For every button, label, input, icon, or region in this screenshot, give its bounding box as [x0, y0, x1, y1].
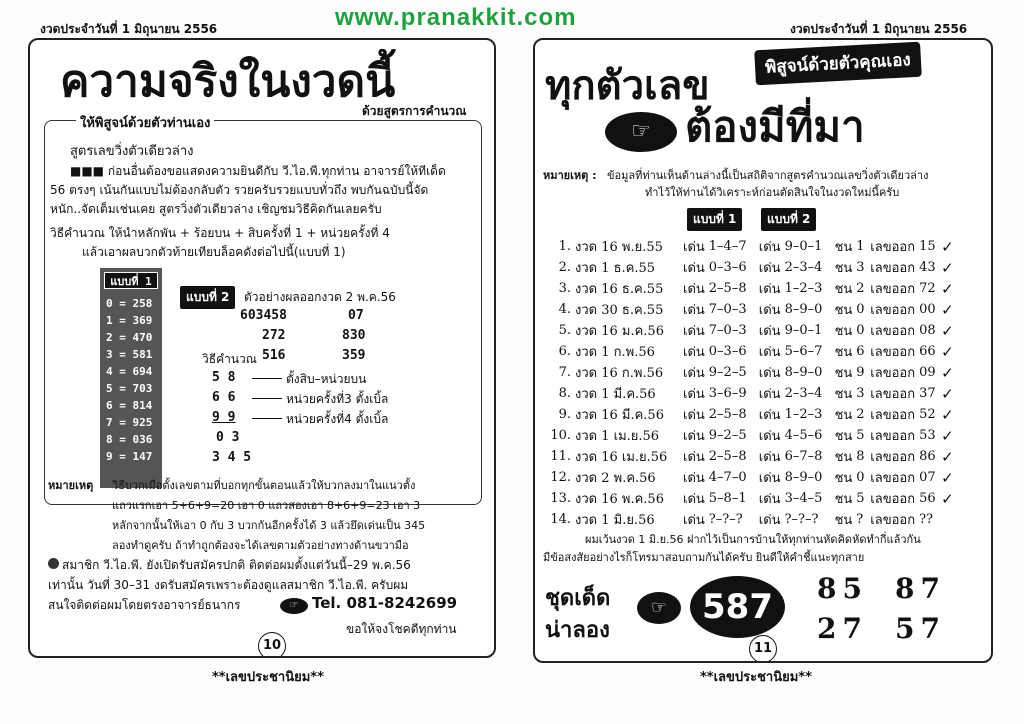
row-show-word: เด่น: [758, 429, 781, 444]
row-set-2: 3–4–5: [784, 491, 823, 506]
row-show-word: เด่น: [758, 387, 781, 402]
row-win-word: ชน: [834, 450, 853, 465]
example-value: 272: [262, 328, 286, 343]
row-show-word: เด่น: [758, 282, 781, 297]
row-draw-date: งวด 2 พ.ค.56: [575, 471, 656, 486]
row-draw-date: งวด 16 มี.ค.56: [575, 408, 664, 423]
row-set-1: 4–7–0: [708, 470, 747, 485]
table-row: [549, 341, 958, 362]
row-set-1: 1–4–7: [708, 239, 747, 254]
row-out-word: เลขออก: [870, 387, 916, 402]
row-win-word: ชน: [834, 492, 853, 507]
right-page: [533, 38, 993, 663]
row-show-word: เด่น: [683, 261, 705, 276]
row-win-word: ชน: [834, 324, 853, 339]
table-row: [549, 404, 958, 425]
bottom-line: ผมเว้นงวด 1 มิ.ย.56 ฝากไว้เป็นการบ้านให้ทุกท่านหัดคิดหัดทำกี่แล้วกัน: [585, 533, 921, 546]
left-page-subtitle: ด้วยสูตรการคำนวณ: [362, 104, 467, 118]
row-set-2: 9–0–1: [784, 323, 823, 338]
lucky-pair: 57: [895, 612, 946, 645]
row-win-word: ชน: [834, 240, 853, 255]
row-show-word: เด่น: [758, 324, 781, 339]
row-show-word: เด่น: [683, 408, 705, 423]
row-set-2: 5–6–7: [784, 344, 823, 359]
row-win-word: ชน: [834, 471, 853, 486]
row-show-word: เด่น: [683, 387, 705, 402]
stats-table: [549, 236, 958, 530]
row-number: 9.: [558, 407, 571, 422]
calc-note: หน่วยครั้งที่4 ตั้งเบิ้ล: [286, 412, 389, 426]
row-set-2: 8–9–0: [784, 470, 823, 485]
row-show-word: เด่น: [683, 492, 705, 507]
row-out-number: 66: [919, 344, 936, 359]
member-line: สมาชิก วี.ไอ.พี. ยังเปิดรับสมัครปกติ ติดต่อผมตั้งแต่วันนี้–29 พ.ค.56: [62, 558, 411, 572]
example-value: 07: [348, 308, 364, 323]
row-set-1: 7–0–3: [708, 302, 747, 317]
row-win-word: ชน: [834, 429, 853, 444]
row-draw-date: งวด 1 เม.ย.56: [575, 429, 660, 444]
table-row: [549, 236, 958, 257]
row-draw-date: งวด 16 เม.ย.56: [575, 450, 668, 465]
row-win-word: ชน: [834, 366, 853, 381]
note-line: หลักจากนั้นให้เอา 0 กับ 3 บวกกันอีกครั้งได้ 3 แล้วยึดเด่นเป็น 345: [112, 519, 426, 532]
calc-line: 9 9: [212, 410, 236, 425]
intro-line: 56 ตรงๆ เน้นกันแบบไม่ต้องกลับตัว รวยครับรวยแบบทั่วถึง พบกันฉบับนี้จัด: [50, 183, 429, 197]
left-footer: **เลขประชานิยม**: [212, 670, 324, 685]
row-draw-date: งวด 30 ธ.ค.55: [575, 303, 664, 318]
bottom-line: มีข้อสงสัยอย่างไรก็โทรมาสอบถามกันได้ครับ ยินดีให้คำชี้แนะทุกสาย: [543, 551, 865, 564]
table-row: [549, 257, 958, 278]
row-draw-date: งวด 1 มิ.ย.56: [575, 513, 655, 528]
row-set-1: 5–8–1: [708, 491, 747, 506]
lucky-pair: 87: [895, 572, 946, 605]
intro-line: หนัก..จัดเต็มเช่นเคย สูตรวิ่งตัวเดียวล่าง เชิญชมวิธีคิดกันเลยครับ: [50, 202, 382, 216]
pointing-hand-icon: ☞: [280, 598, 308, 614]
note-label: หมายเหตุ: [48, 479, 94, 492]
row-check-mark: ✓: [941, 279, 954, 298]
row-check-mark: ✓: [941, 447, 954, 466]
row-check-mark: ✓: [941, 363, 954, 382]
row-show-word: เด่น: [758, 303, 781, 318]
row-set-2: ?–?–?: [784, 512, 819, 527]
row-out-number: 00: [919, 302, 936, 317]
table-row: [549, 488, 958, 509]
lock-table-row: 3 = 581: [106, 348, 153, 361]
member-line: สนใจติดต่อผมโดยตรงอาจารย์ธนากร: [48, 598, 241, 612]
row-check-mark: ✓: [941, 468, 954, 487]
table-row: [549, 278, 958, 299]
formula-name: สูตรเลขวิ่งตัวเดียวล่าง: [70, 144, 194, 159]
row-out-number: 72: [919, 281, 936, 296]
right-header-date: งวดประจำวันที่ 1 มิถุนายน 2556: [790, 22, 968, 36]
row-win-digit: 0: [856, 470, 865, 485]
row-draw-date: งวด 16 พ.ค.56: [575, 492, 664, 507]
example-value: 603458: [240, 308, 287, 323]
calc-line: 0 3: [216, 430, 240, 445]
row-show-word: เด่น: [683, 471, 705, 486]
phone-number[interactable]: Tel. 081-8242699: [312, 594, 458, 612]
row-win-word: ชน: [834, 345, 853, 360]
row-out-word: เลขออก: [870, 261, 916, 276]
arrow-line: [252, 378, 282, 379]
row-set-2: 1–2–3: [784, 281, 823, 296]
row-show-word: เด่น: [758, 408, 781, 423]
row-show-word: เด่น: [758, 450, 781, 465]
lock-table-row: 6 = 814: [106, 399, 153, 412]
pointing-hand-icon: ☞: [637, 592, 681, 624]
row-show-word: เด่น: [758, 240, 781, 255]
row-set-2: 2–3–4: [784, 386, 823, 401]
row-set-2: 9–0–1: [784, 239, 823, 254]
lock-table-row: 9 = 147: [106, 450, 153, 463]
row-out-word: เลขออก: [870, 303, 916, 318]
lock-table-row: 2 = 470: [106, 331, 153, 344]
calc-line: 5 8: [212, 370, 236, 385]
lucky-pair: 85: [817, 572, 868, 605]
example-value: 830: [342, 328, 366, 343]
lock-table-row: 8 = 036: [106, 433, 153, 446]
row-win-word: ชน: [834, 303, 853, 318]
left-page: [28, 38, 496, 658]
row-show-word: เด่น: [758, 513, 781, 528]
right-note-line: ทำไว้ให้ท่านได้วิเคราะห์ก่อนตัดสินใจในงวดใหม่นี้ครับ: [645, 186, 900, 199]
example-tag: แบบที่ 2: [180, 286, 235, 309]
example-title: ตัวอย่างผลออกงวด 2 พ.ค.56: [244, 290, 396, 304]
row-set-2: 4–5–6: [784, 428, 823, 443]
row-win-word: ชน: [834, 513, 853, 528]
row-number: 10.: [550, 428, 571, 443]
row-number: 11.: [550, 449, 571, 464]
table-row: [549, 383, 958, 404]
lock-table-row: 1 = 369: [106, 314, 153, 327]
column-tag-2: แบบที่ 2: [761, 208, 816, 231]
lucky-number-main: 587: [690, 576, 785, 638]
note-line: วิธีบวกเมื่อตั้งเลขตามที่บอกทุกขั้นตอนแล้วให้บวกลงมาในแนวตั้ง: [112, 479, 416, 492]
row-out-number: 15: [919, 239, 936, 254]
intro-line: ■■■ ก่อนอื่นต้องขอแสดงความยินดีกับ วี.ไอ.พี.ทุกท่าน อาจารย์ให้ทีเด็ด: [70, 164, 446, 178]
right-note-label: หมายเหตุ :: [543, 169, 597, 182]
row-draw-date: งวด 16 ม.ค.56: [575, 324, 664, 339]
pointing-hand-icon: ☞: [605, 112, 677, 152]
row-show-word: เด่น: [683, 450, 705, 465]
row-set-1: 0–3–6: [708, 344, 747, 359]
method-line: แล้วเอาผลบวกตัวท้ายเทียบล็อคดังต่อไปนี้(แบบที่ 1): [82, 245, 346, 259]
row-check-mark: ✓: [941, 384, 954, 403]
row-win-word: ชน: [834, 282, 853, 297]
row-win-digit: 3: [856, 386, 865, 401]
bullet-icon: [48, 558, 59, 569]
row-number: 6.: [558, 344, 571, 359]
right-title-top: ทุกตัวเลข: [545, 63, 710, 109]
row-out-word: เลขออก: [870, 513, 916, 528]
site-url[interactable]: www.pranakkit.com: [335, 4, 577, 31]
lock-table-row: 4 = 694: [106, 365, 153, 378]
row-out-number: ??: [919, 512, 934, 527]
row-out-number: 09: [919, 365, 936, 380]
row-win-digit: 9: [856, 365, 865, 380]
try-label: ชุดเด็ด: [545, 586, 611, 611]
table-row: [549, 509, 958, 530]
page-number: 10: [258, 632, 286, 658]
row-show-word: เด่น: [758, 471, 781, 486]
right-note-line: ข้อมูลที่ท่านเห็นด้านล่างนี้เป็นสถิติจากสูตรคำนวณเลขวิ่งตัวเดียวล่าง: [607, 169, 929, 182]
column-tag-1: แบบที่ 1: [687, 208, 742, 231]
row-number: 1.: [558, 239, 571, 254]
lock-table-row: 0 = 258: [106, 297, 153, 310]
row-check-mark: ✓: [941, 237, 954, 256]
row-out-word: เลขออก: [870, 471, 916, 486]
row-win-digit: 8: [856, 449, 865, 464]
row-out-number: 53: [919, 428, 936, 443]
table-row: [549, 467, 958, 488]
row-win-digit: 0: [856, 323, 865, 338]
row-number: 7.: [558, 365, 571, 380]
row-out-word: เลขออก: [870, 345, 916, 360]
calc-line: 6 6: [212, 390, 236, 405]
row-out-number: 07: [919, 470, 936, 485]
page-number: 11: [749, 635, 777, 663]
row-check-mark: ✓: [941, 258, 954, 277]
proof-banner: พิสูจน์ด้วยตัวคุณเอง: [754, 42, 921, 86]
row-draw-date: งวด 16 ก.พ.56: [575, 366, 664, 381]
row-number: 12.: [550, 470, 571, 485]
row-show-word: เด่น: [683, 366, 705, 381]
lock-table-row: 7 = 925: [106, 416, 153, 429]
row-out-word: เลขออก: [870, 408, 916, 423]
row-out-word: เลขออก: [870, 366, 916, 381]
row-show-word: เด่น: [683, 282, 705, 297]
row-number: 8.: [558, 386, 571, 401]
example-method-label: วิธีคำนวณ: [202, 352, 257, 366]
left-page-title: ความจริงในงวดนี้: [60, 56, 396, 107]
row-number: 2.: [558, 260, 571, 275]
row-draw-date: งวด 16 พ.ย.55: [575, 240, 663, 255]
row-show-word: เด่น: [758, 261, 781, 276]
row-win-word: ชน: [834, 387, 853, 402]
example-value: 359: [342, 348, 366, 363]
row-set-1: 2–5–8: [708, 449, 747, 464]
row-set-2: 1–2–3: [784, 407, 823, 422]
row-set-1: 0–3–6: [708, 260, 747, 275]
method-line: วิธีคำนวณ ให้นำหลักพัน + ร้อยบน + สิบครั้งที่ 1 + หน่วยครั้งที่ 4: [50, 226, 390, 240]
row-set-1: 9–2–5: [708, 365, 747, 380]
lock-table-1: [100, 268, 162, 488]
arrow-line: [252, 398, 282, 399]
row-win-digit: 2: [856, 407, 865, 422]
row-set-1: 9–2–5: [708, 428, 747, 443]
calc-note: ตั้งสิบ–หน่วยบน: [286, 372, 367, 386]
row-win-digit: 2: [856, 281, 865, 296]
row-set-2: 6–7–8: [784, 449, 823, 464]
row-draw-date: งวด 1 ก.พ.56: [575, 345, 655, 360]
row-show-word: เด่น: [683, 513, 705, 528]
row-out-number: 37: [919, 386, 936, 401]
try-label: น่าลอง: [545, 618, 610, 643]
row-out-word: เลขออก: [870, 324, 916, 339]
row-win-digit: ?: [856, 512, 864, 527]
table-row: [549, 446, 958, 467]
row-out-word: เลขออก: [870, 282, 916, 297]
row-check-mark: ✓: [941, 321, 954, 340]
row-draw-date: งวด 16 ธ.ค.55: [575, 282, 664, 297]
row-show-word: เด่น: [758, 345, 781, 360]
row-set-2: 8–9–0: [784, 365, 823, 380]
lock-table-row: 5 = 703: [106, 382, 153, 395]
row-win-digit: 3: [856, 260, 865, 275]
row-show-word: เด่น: [758, 366, 781, 381]
lock-table-header: แบบที่ 1: [104, 272, 158, 289]
row-set-1: ?–?–?: [708, 512, 743, 527]
row-win-digit: 0: [856, 302, 865, 317]
row-draw-date: งวด 1 มี.ค.56: [575, 387, 656, 402]
member-line: เท่านั้น วันที่ 30–31 งดรับสมัครเพราะต้องดูแลสมาชิก วี.ไอ.พี. ครับผม: [48, 578, 409, 592]
row-set-1: 2–5–8: [708, 281, 747, 296]
row-number: 13.: [550, 491, 571, 506]
row-show-word: เด่น: [683, 324, 705, 339]
row-win-digit: 6: [856, 344, 865, 359]
row-win-word: ชน: [834, 261, 853, 276]
row-out-number: 52: [919, 407, 936, 422]
row-number: 5.: [558, 323, 571, 338]
row-check-mark: [941, 509, 958, 530]
row-win-digit: 1: [856, 239, 865, 254]
row-show-word: เด่น: [683, 240, 705, 255]
box-heading: ให้พิสูจน์ด้วยตัวท่านเอง: [76, 112, 214, 133]
right-footer: **เลขประชานิยม**: [700, 670, 812, 685]
table-row: [549, 299, 958, 320]
row-check-mark: ✓: [941, 489, 954, 508]
table-row: [549, 425, 958, 446]
row-check-mark: ✓: [941, 405, 954, 424]
example-value: 516: [262, 348, 286, 363]
right-title-bottom: ต้องมีที่มา: [685, 102, 865, 151]
lucky-pair: 27: [817, 612, 868, 645]
row-out-word: เลขออก: [870, 240, 916, 255]
row-check-mark: ✓: [941, 426, 954, 445]
row-win-word: ชน: [834, 408, 853, 423]
row-out-word: เลขออก: [870, 450, 916, 465]
row-out-number: 56: [919, 491, 936, 506]
row-show-word: เด่น: [683, 429, 705, 444]
row-number: 4.: [558, 302, 571, 317]
table-row: [549, 362, 958, 383]
row-number: 14.: [550, 512, 571, 527]
row-out-number: 86: [919, 449, 936, 464]
calc-result: 3 4 5: [212, 450, 252, 465]
row-set-1: 7–0–3: [708, 323, 747, 338]
row-set-1: 2–5–8: [708, 407, 747, 422]
arrow-line: [252, 418, 282, 419]
row-set-2: 2–3–4: [784, 260, 823, 275]
row-draw-date: งวด 1 ธ.ค.55: [575, 261, 656, 276]
row-show-word: เด่น: [683, 303, 705, 318]
row-out-word: เลขออก: [870, 429, 916, 444]
row-number: 3.: [558, 281, 571, 296]
row-out-word: เลขออก: [870, 492, 916, 507]
row-set-2: 8–9–0: [784, 302, 823, 317]
row-check-mark: ✓: [941, 300, 954, 319]
row-show-word: เด่น: [758, 492, 781, 507]
row-out-number: 08: [919, 323, 936, 338]
closing-text: ขอให้จงโชคดีทุกท่าน: [346, 622, 457, 636]
row-set-1: 3–6–9: [708, 386, 747, 401]
note-line: แถวแรกเอา 5+6+9=20 เอา 0 แถวสองเอา 8+6+9=23 เอา 3: [112, 499, 421, 512]
table-row: [549, 320, 958, 341]
row-check-mark: ✓: [941, 342, 954, 361]
note-line: ลองทำดูครับ ถ้าทำถูกต้องจะได้เลขตามตัวอย่างทางด้านขวามือ: [112, 539, 409, 552]
row-win-digit: 5: [856, 491, 865, 506]
left-header-date: งวดประจำวันที่ 1 มิถุนายน 2556: [40, 22, 218, 36]
row-out-number: 43: [919, 260, 936, 275]
row-show-word: เด่น: [683, 345, 705, 360]
calc-note: หน่วยครั้งที่3 ตั้งเบิ้ล: [286, 392, 389, 406]
row-win-digit: 5: [856, 428, 865, 443]
